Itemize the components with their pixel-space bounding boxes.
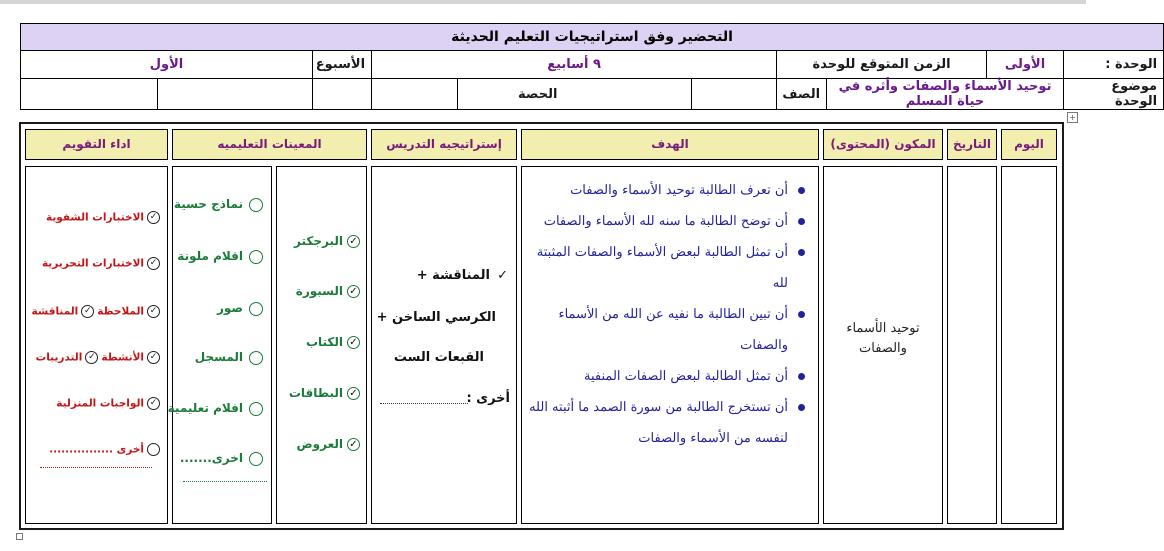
aid-other[interactable]: اخرى....... <box>180 451 263 466</box>
aid-presentations[interactable]: ✓العروض <box>297 437 360 451</box>
check-circle-icon: ✓ <box>147 351 160 364</box>
time-value[interactable]: ٩ أسابيع <box>372 51 777 79</box>
aid-other-dots <box>183 481 267 482</box>
strategy-hot-seat: الكرسي الساخن + <box>376 310 496 325</box>
check-circle-icon: ✓ <box>147 305 160 318</box>
goal-item: أن تعرف الطالبة توحيد الأسماء والصفات <box>528 175 808 206</box>
col-header-date: التاريخ <box>947 129 997 160</box>
time-label: الزمن المتوقع للوحدة <box>777 51 987 79</box>
aid-pictures[interactable]: صور <box>217 301 263 316</box>
check-circle-icon: ✓ <box>147 397 160 410</box>
period-value-3[interactable] <box>158 79 313 110</box>
eval-other[interactable]: أخرى ................ <box>49 443 163 456</box>
col-header-day: اليوم <box>1001 129 1057 160</box>
aid-films[interactable]: افلام تعليمية <box>168 401 263 416</box>
goal-item: أن تستخرج الطالبة من سورة الصمد ما أثبته الله لنفسه من الأسماء والصفات <box>528 392 808 454</box>
lesson-plan-grid <box>19 122 1064 530</box>
check-mark-icon: ✓ <box>497 268 508 283</box>
circle-icon <box>249 402 263 416</box>
check-circle-icon: ✓ <box>85 351 98 364</box>
circle-icon <box>249 302 263 316</box>
table-move-handle-icon[interactable]: + <box>1067 112 1078 123</box>
aid-projector[interactable]: ✓البرجكتر <box>294 234 360 248</box>
goal-list <box>522 167 818 454</box>
aid-book[interactable]: ✓الكتاب <box>306 335 360 349</box>
aid-cards[interactable]: ✓البطاقات <box>289 386 360 400</box>
strategy-discussion: المناقشة + <box>416 268 490 283</box>
circle-icon <box>147 443 160 456</box>
topic-label: موضوع الوحدة <box>1064 79 1164 110</box>
check-circle-icon: ✓ <box>347 336 360 349</box>
check-circle-icon: ✓ <box>347 387 360 400</box>
check-circle-icon: ✓ <box>81 305 94 318</box>
eval-oral[interactable]: ✓الاختبارات الشفوية <box>46 211 163 224</box>
goal-item: أن تبين الطالبة ما نفيه عن الله من الأسماء والصفات <box>528 299 808 361</box>
period-value-1[interactable] <box>372 79 458 110</box>
aid-colored-pens[interactable]: اقلام ملونة <box>177 249 263 264</box>
aid-board[interactable]: ✓السبورة <box>296 284 360 298</box>
eval-written[interactable]: ✓الاختبارات التحريرية <box>42 257 163 270</box>
strategy-six-hats: القبعات الست <box>393 350 484 365</box>
check-circle-icon: ✓ <box>347 285 360 298</box>
circle-icon <box>249 351 263 365</box>
col-header-strategy: إستراتيجيه التدريس <box>371 129 517 160</box>
check-circle-icon: ✓ <box>147 257 160 270</box>
cell-content[interactable] <box>823 166 943 524</box>
table-resize-handle-icon[interactable] <box>16 533 23 540</box>
cell-evaluation[interactable] <box>25 166 168 524</box>
class-value[interactable] <box>692 79 777 110</box>
cell-strategies[interactable] <box>371 166 517 524</box>
circle-icon <box>249 198 263 212</box>
eval-homework[interactable]: ✓الواجبات المنزلية <box>56 397 163 410</box>
page-title: التحضير وفق استراتيجيات التعليم الحديثة <box>21 24 1164 51</box>
period-label: الحصة <box>458 79 692 110</box>
check-circle-icon: ✓ <box>347 438 360 451</box>
strategy-other: أخرى : <box>466 391 510 406</box>
period-value-2[interactable] <box>313 79 372 110</box>
period-value-4[interactable] <box>21 79 158 110</box>
goal-item: أن تمثل الطالبة لبعض الأسماء والصفات المثبتة لله <box>528 237 808 299</box>
unit-value[interactable]: الأولى <box>987 51 1064 79</box>
check-circle-icon: ✓ <box>147 211 160 224</box>
goal-item: أن تمثل الطالبة لبعض الصفات المنفية <box>528 361 808 392</box>
content-text: توحيد الأسماء والصفات <box>846 321 920 356</box>
week-label: الأسبوع <box>313 51 372 79</box>
strategy-other-dots <box>380 403 468 404</box>
col-header-aids: المعينات التعليميه <box>172 129 367 160</box>
cell-date[interactable] <box>947 166 997 524</box>
goal-item: أن توضح الطالبة ما سنه لله الأسماء والصفات <box>528 206 808 237</box>
col-header-evaluation: اداء التقويم <box>25 129 168 160</box>
class-label: الصف <box>777 79 827 110</box>
window-top-band <box>0 0 1086 4</box>
aid-recorder[interactable]: المسجل <box>195 350 263 365</box>
cell-goals[interactable] <box>521 166 819 524</box>
cell-day[interactable] <box>1001 166 1057 524</box>
header-table <box>20 23 1164 110</box>
circle-icon <box>249 250 263 264</box>
circle-icon <box>249 452 263 466</box>
eval-activities-exercises[interactable]: ✓الأنشطة✓التدريبات <box>36 351 163 364</box>
col-header-content: المكون (المحتوى) <box>823 129 943 160</box>
cell-aids-circle[interactable] <box>167 166 272 524</box>
col-header-goal: الهدف <box>521 129 819 160</box>
cell-aids-checked[interactable] <box>276 166 367 524</box>
check-circle-icon: ✓ <box>347 235 360 248</box>
eval-observation-discussion[interactable]: ✓الملاحظة✓المناقشة <box>32 305 163 318</box>
eval-other-dots <box>40 467 152 468</box>
topic-value[interactable]: توحيد الأسماء والصفات وأثره في حياة المسلم <box>827 79 1064 110</box>
unit-label: الوحدة : <box>1064 51 1164 79</box>
week-value[interactable]: الأول <box>21 51 313 79</box>
aid-models[interactable]: نماذج حسية <box>174 197 263 212</box>
